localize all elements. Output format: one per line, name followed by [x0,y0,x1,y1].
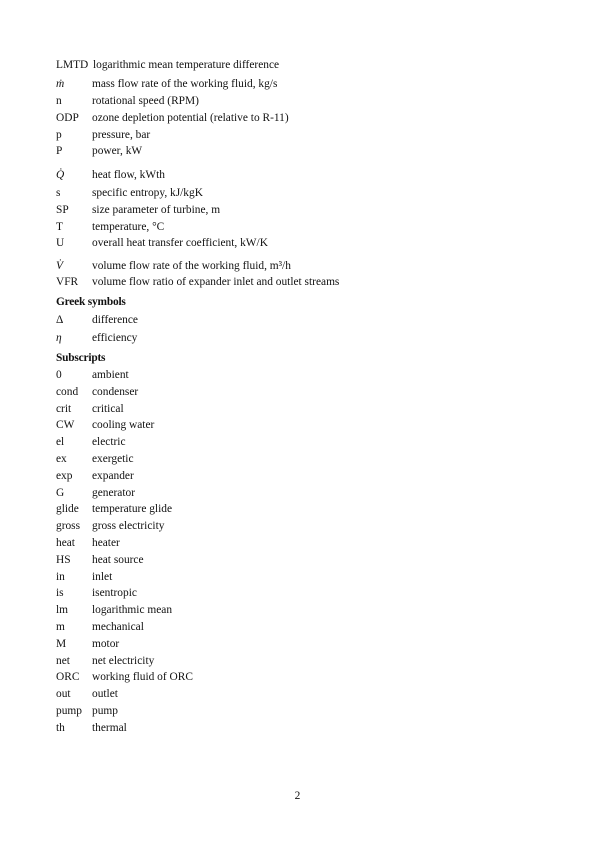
subscript-symbol: net [56,655,70,667]
nomenclature-symbol: p [56,129,62,141]
nomenclature-symbol: T [56,221,63,233]
subscript-symbol: glide [56,503,79,515]
nomenclature-description: pressure, bar [92,129,151,141]
nomenclature-symbol: ṁ [56,78,65,90]
nomenclature-description: heat flow, kWth [92,169,165,181]
nomenclature-description: ozone depletion potential (relative to R-11) [92,112,289,124]
subscript-description: expander [92,470,134,482]
nomenclature-description: volume flow rate of the working fluid, m³/h [92,260,291,272]
subscript-description: electric [92,436,126,448]
nomenclature-description: specific entropy, kJ/kgK [92,187,203,199]
subscript-description: critical [92,403,124,415]
subscript-symbol: is [56,587,64,599]
nomenclature-description: temperature, °C [92,221,165,233]
subscript-symbol: el [56,436,65,448]
greek-symbol-symbol: η [56,332,62,344]
nomenclature-symbol: Q̇ [56,169,65,181]
subscript-symbol: exp [56,470,73,482]
subscript-symbol: CW [56,419,75,431]
subscript-symbol: m [56,621,65,633]
subscript-symbol: cond [56,386,79,398]
greek-symbol-symbol: Δ [56,314,64,326]
subscript-symbol: gross [56,520,81,532]
subscript-description: cooling water [92,419,155,431]
subscripts-heading: Subscripts [56,352,106,364]
subscript-symbol: out [56,688,71,700]
subscript-description: pump [92,705,118,717]
page-number: 2 [294,790,301,802]
nomenclature-description: rotational speed (RPM) [92,95,199,107]
greek-symbol-description: difference [92,314,138,326]
subscript-description: motor [92,638,120,650]
subscript-symbol: pump [56,705,82,717]
nomenclature-symbol: V̇ [56,260,63,272]
greek-symbol-description: efficiency [92,332,138,344]
subscript-description: gross electricity [92,520,165,532]
subscript-description: outlet [92,688,118,700]
nomenclature-symbol: ODP [56,112,79,124]
subscript-description: temperature glide [92,503,173,515]
subscript-description: thermal [92,722,127,734]
subscript-description: isentropic [92,587,137,599]
subscript-symbol: th [56,722,65,734]
subscript-symbol: 0 [56,369,62,381]
subscript-description: heater [92,537,120,549]
nomenclature-symbol: VFR [56,276,79,288]
nomenclature-description: mass flow rate of the working fluid, kg/s [92,78,278,90]
subscript-description: condenser [92,386,139,398]
nomenclature-description: overall heat transfer coefficient, kW/K [92,237,268,249]
nomenclature-description: power, kW [92,145,143,157]
subscript-description: exergetic [92,453,134,465]
subscript-description: generator [92,487,136,499]
nomenclature-symbol: n [56,95,62,107]
subscript-description: ambient [92,369,129,381]
subscript-description: heat source [92,554,144,566]
subscript-symbol: HS [56,554,71,566]
nomenclature-symbol: SP [56,204,69,216]
nomenclature-symbol: P [56,145,63,157]
nomenclature-description: logarithmic mean temperature difference [93,59,280,71]
subscript-symbol: heat [56,537,75,549]
nomenclature-description: size parameter of turbine, m [92,204,221,216]
subscript-symbol: M [56,638,67,650]
nomenclature-symbol: LMTD [56,59,89,71]
subscript-symbol: ORC [56,671,80,683]
nomenclature-symbol: s [56,187,61,199]
nomenclature-description: volume flow ratio of expander inlet and outlet streams [92,276,340,288]
subscript-symbol: ex [56,453,67,465]
subscript-description: mechanical [92,621,144,633]
subscript-symbol: in [56,571,65,583]
subscript-description: inlet [92,571,113,583]
subscript-description: logarithmic mean [92,604,173,616]
subscript-symbol: crit [56,403,72,415]
subscript-symbol: G [56,487,65,499]
greek-symbols-heading: Greek symbols [56,296,126,308]
subscript-symbol: lm [56,604,69,616]
subscript-description: net electricity [92,655,155,667]
nomenclature-symbol: U [56,237,65,249]
subscript-description: working fluid of ORC [92,671,193,683]
